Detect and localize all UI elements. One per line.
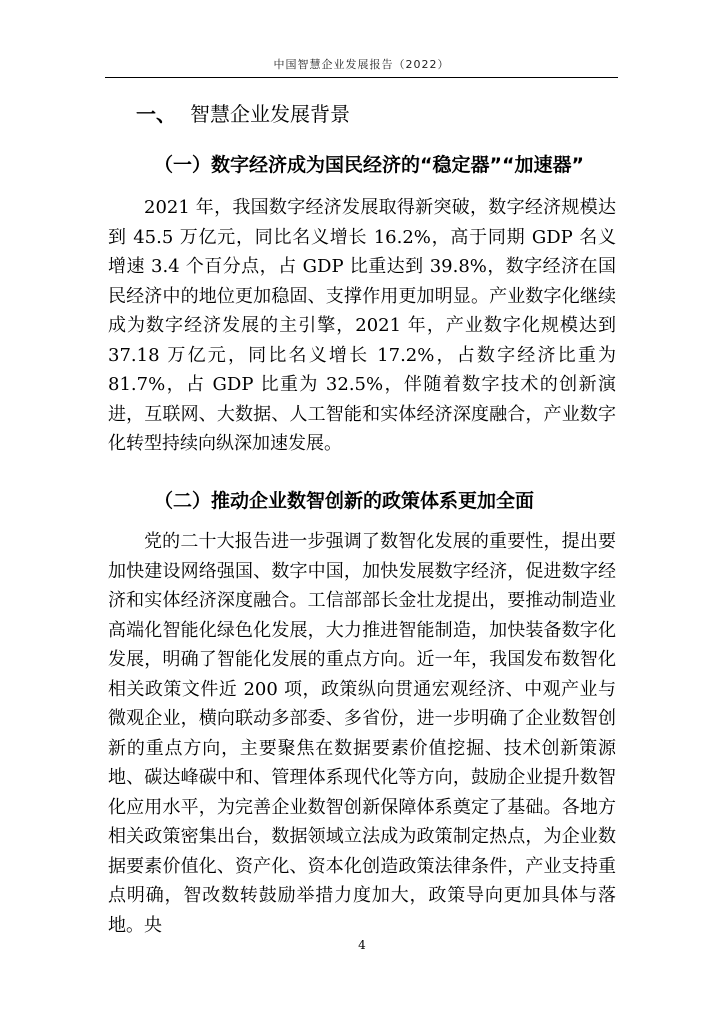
running-header: 中国智慧企业发展报告（2022） [273,58,450,71]
section-title: 智慧企业发展背景 [190,102,350,126]
body-paragraph-2: 党的二十大报告进一步强调了数智化发展的重要性，提出要加快建设网络强国、数字中国，加快发展数字经济，促进数字经济和实体经济深度融合。工信部部长金壮龙提出，要推动制造业高端化智能化绿色化发展，大力推进智能制造，加快装备数字化发展，明确了智能化发展的重点方向。近一年，我国发布数智化相关政策文件近 200 项，政策纵向贯通宏观经济、中观产业与微观企业，横向联动多部委、多省份，进一步明确了企业数智创新的重点方向，主要聚焦在数据要素价值挖掘、技术创新策源地、碳达峰碳中和、管理体系现代化等方向，鼓励企业提升数智化应用水平，为完善企业数智创新保障体系奠定了基础。各地方相关政策密集出台，数据领域立法成为政策制定热点，为企业数据要素价值化、资产化、资本化创造政策法律条件，产业支持重点明确，智改数转鼓励举措力度加大，政策导向更加具体与落地。央 [108,531,616,936]
section-heading [136,98,350,127]
section-number: 一、 [136,102,176,126]
subsection-heading-2: （二）推动企业数智创新的政策体系更加全面 [154,490,535,512]
header-rule [105,77,618,78]
body-paragraph-1: 2021 年，我国数字经济发展取得新突破，数字经济规模达到 45.5 万亿元，同比名义增长 16.2%，高于同期 GDP 名义增速 3.4 个百分点，占 GDP 比重达到 39.8%，数字经济在国民经济中的地位更加稳固、支撑作用更加明显。产业数字化继续成为数字经济发展的主引擎，2021 年，产业数字化规模达到 37.18 万亿元，同比名义增长 17.2%，占数字经济比重为 81.7%，占 GDP 比重为 32.5%，伴随着数字技术的创新演进，互联网、大数据、人工智能和实体经济深度融合，产业数字化转型持续向纵深加速发展。 [108,197,616,454]
subsection-heading-1: （一）数字经济成为国民经济的“稳定器”“加速器” [154,154,584,176]
page-number: 4 [358,938,366,952]
